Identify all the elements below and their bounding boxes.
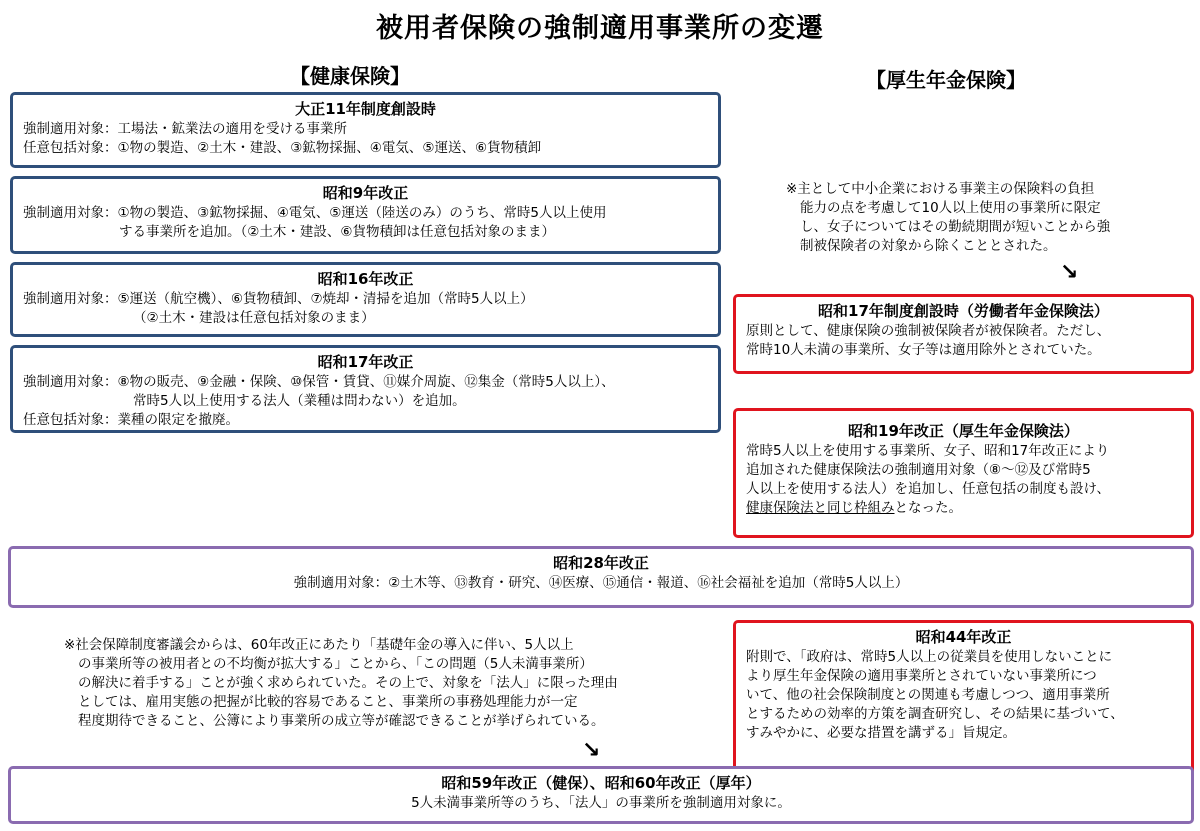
box-line: 常時5人以上使用する法人（業種は問わない）を追加。 (133, 393, 466, 409)
kosei-note (786, 180, 1110, 256)
note-line: 能力の点を考慮して10人以上使用の事業所に限定 (800, 200, 1101, 216)
box-title: 昭和44年改正 (915, 628, 1012, 646)
box-line-rest: となった。 (894, 500, 962, 516)
box-line: 常時10人未満の事業所、女子等は適用除外とされていた。 (746, 342, 1101, 358)
box-title: 昭和17年改正 (317, 353, 414, 371)
box-line: すみやかに、必要な措置を講ずる」旨規定。 (746, 725, 1016, 741)
section-heading-kosei: 【厚生年金保険】 (866, 68, 1026, 92)
note-line: ※主として中小企業における事業主の保険料の負担 (786, 181, 1095, 197)
note-line: 制被保険者の対象から除くこととされた。 (800, 238, 1057, 254)
note-line: の事業所等の被用者との不均衡が拡大する」ことから、「この問題（5人未満事業所） (78, 656, 593, 672)
box-showa17-kosei (733, 294, 1194, 374)
box-taisho11 (10, 92, 721, 168)
section-heading-kenko: 【健康保険】 (290, 64, 410, 88)
box-line: 5人未満事業所等のうち、「法人」の事業所を強制適用対象に。 (411, 795, 791, 811)
box-title: 昭和59年改正（健保）、昭和60年改正（厚年） (441, 774, 761, 792)
box-line: 常時5人以上を使用する事業所、女子、昭和17年改正により (746, 443, 1110, 459)
page-title: 被用者保険の強制適用事業所の変遷 (376, 13, 824, 44)
box-title: 大正11年制度創設時 (295, 100, 436, 118)
box-line: 強制適用対象：②土木等、⑬教育・研究、⑭医療、⑮通信・報道、⑯社会福祉を追加（常時5人以上） (293, 575, 909, 591)
box-line: 人以上を使用する法人）を追加し、任意包括の制度も設け、 (746, 481, 1110, 497)
box-line: 強制適用対象：⑧物の販売、⑨金融・保険、⑩保管・賃貸、⑪媒介周旋、⑫集金（常時5人以上）、 (23, 374, 615, 390)
box-showa17-kenko (10, 345, 721, 433)
box-line: 強制適用対象：工場法・鉱業法の適用を受ける事業所 (23, 121, 347, 137)
box-line: 任意包括対象：①物の製造、②土木・建設、③鉱物採掘、④電気、⑤運送、⑥貨物積卸 (23, 140, 542, 156)
box-title: 昭和16年改正 (317, 270, 414, 288)
box-showa9 (10, 176, 721, 254)
box-line: 強制適用対象：①物の製造、③鉱物採掘、④電気、⑤運送（陸送のみ）のうち、常時5人以上使用 (23, 205, 607, 221)
box-showa16 (10, 262, 721, 337)
note-line: し、女子についてはその勤続期間が短いことから強 (800, 219, 1111, 235)
box-title: 昭和9年改正 (322, 184, 409, 202)
box-line: いて、他の社会保険制度との関連も考慮しつつ、適用事業所 (746, 687, 1110, 703)
box-title: 昭和28年改正 (553, 554, 649, 572)
bottom-note (64, 636, 618, 731)
note-line: としては、雇用実態の把握が比較的容易であること、事業所の事務処理能力が一定 (78, 694, 578, 710)
box-line: 附則で、「政府は、常時5人以上の従業員を使用しないことに (746, 649, 1113, 665)
note-line: の解決に着手する」ことが強く求められていた。その上で、対象を「法人」に限った理由 (78, 675, 618, 691)
box-line (746, 499, 1181, 518)
box-showa59-60 (8, 766, 1194, 824)
box-showa19-kosei (733, 408, 1194, 538)
note-line: 程度期待できること、公簿により事業所の成立等が確認できることが挙げられている。 (78, 713, 605, 729)
box-line: 追加された健康保険法の強制適用対象（⑧～⑫及び常時5 (746, 462, 1091, 478)
box-line: する事業所を追加。（②土木・建設、⑥貨物積卸は任意包括対象のまま） (119, 224, 555, 240)
box-line: 強制適用対象：⑤運送（航空機）、⑥貨物積卸、⑦焼却・清掃を追加（常時5人以上） (23, 291, 534, 307)
box-line: より厚生年金保険の適用事業所とされていない事業所につ (746, 668, 1097, 684)
box-title: 昭和17年制度創設時（労働者年金保険法） (818, 302, 1109, 320)
arrow-icon: ↘ (582, 738, 601, 763)
box-line: 任意包括対象：業種の限定を撤廃。 (23, 412, 239, 428)
underlined-text: 健康保険法と同じ枠組み (746, 500, 895, 516)
box-showa28 (8, 546, 1194, 608)
box-line: 原則として、健康保険の強制被保険者が被保険者。ただし、 (746, 323, 1111, 339)
box-line: （②土木・建設は任意包括対象のまま） (133, 310, 375, 326)
box-line: とするための効率的方策を調査研究し、その結果に基づいて、 (746, 706, 1124, 722)
note-line: ※社会保障制度審議会からは、60年改正にあたり「基礎年金の導入に伴い、5人以上 (64, 637, 574, 653)
arrow-icon: ↘ (1060, 260, 1079, 285)
box-showa44 (733, 620, 1194, 782)
box-title: 昭和19年改正（厚生年金保険法） (848, 422, 1079, 440)
